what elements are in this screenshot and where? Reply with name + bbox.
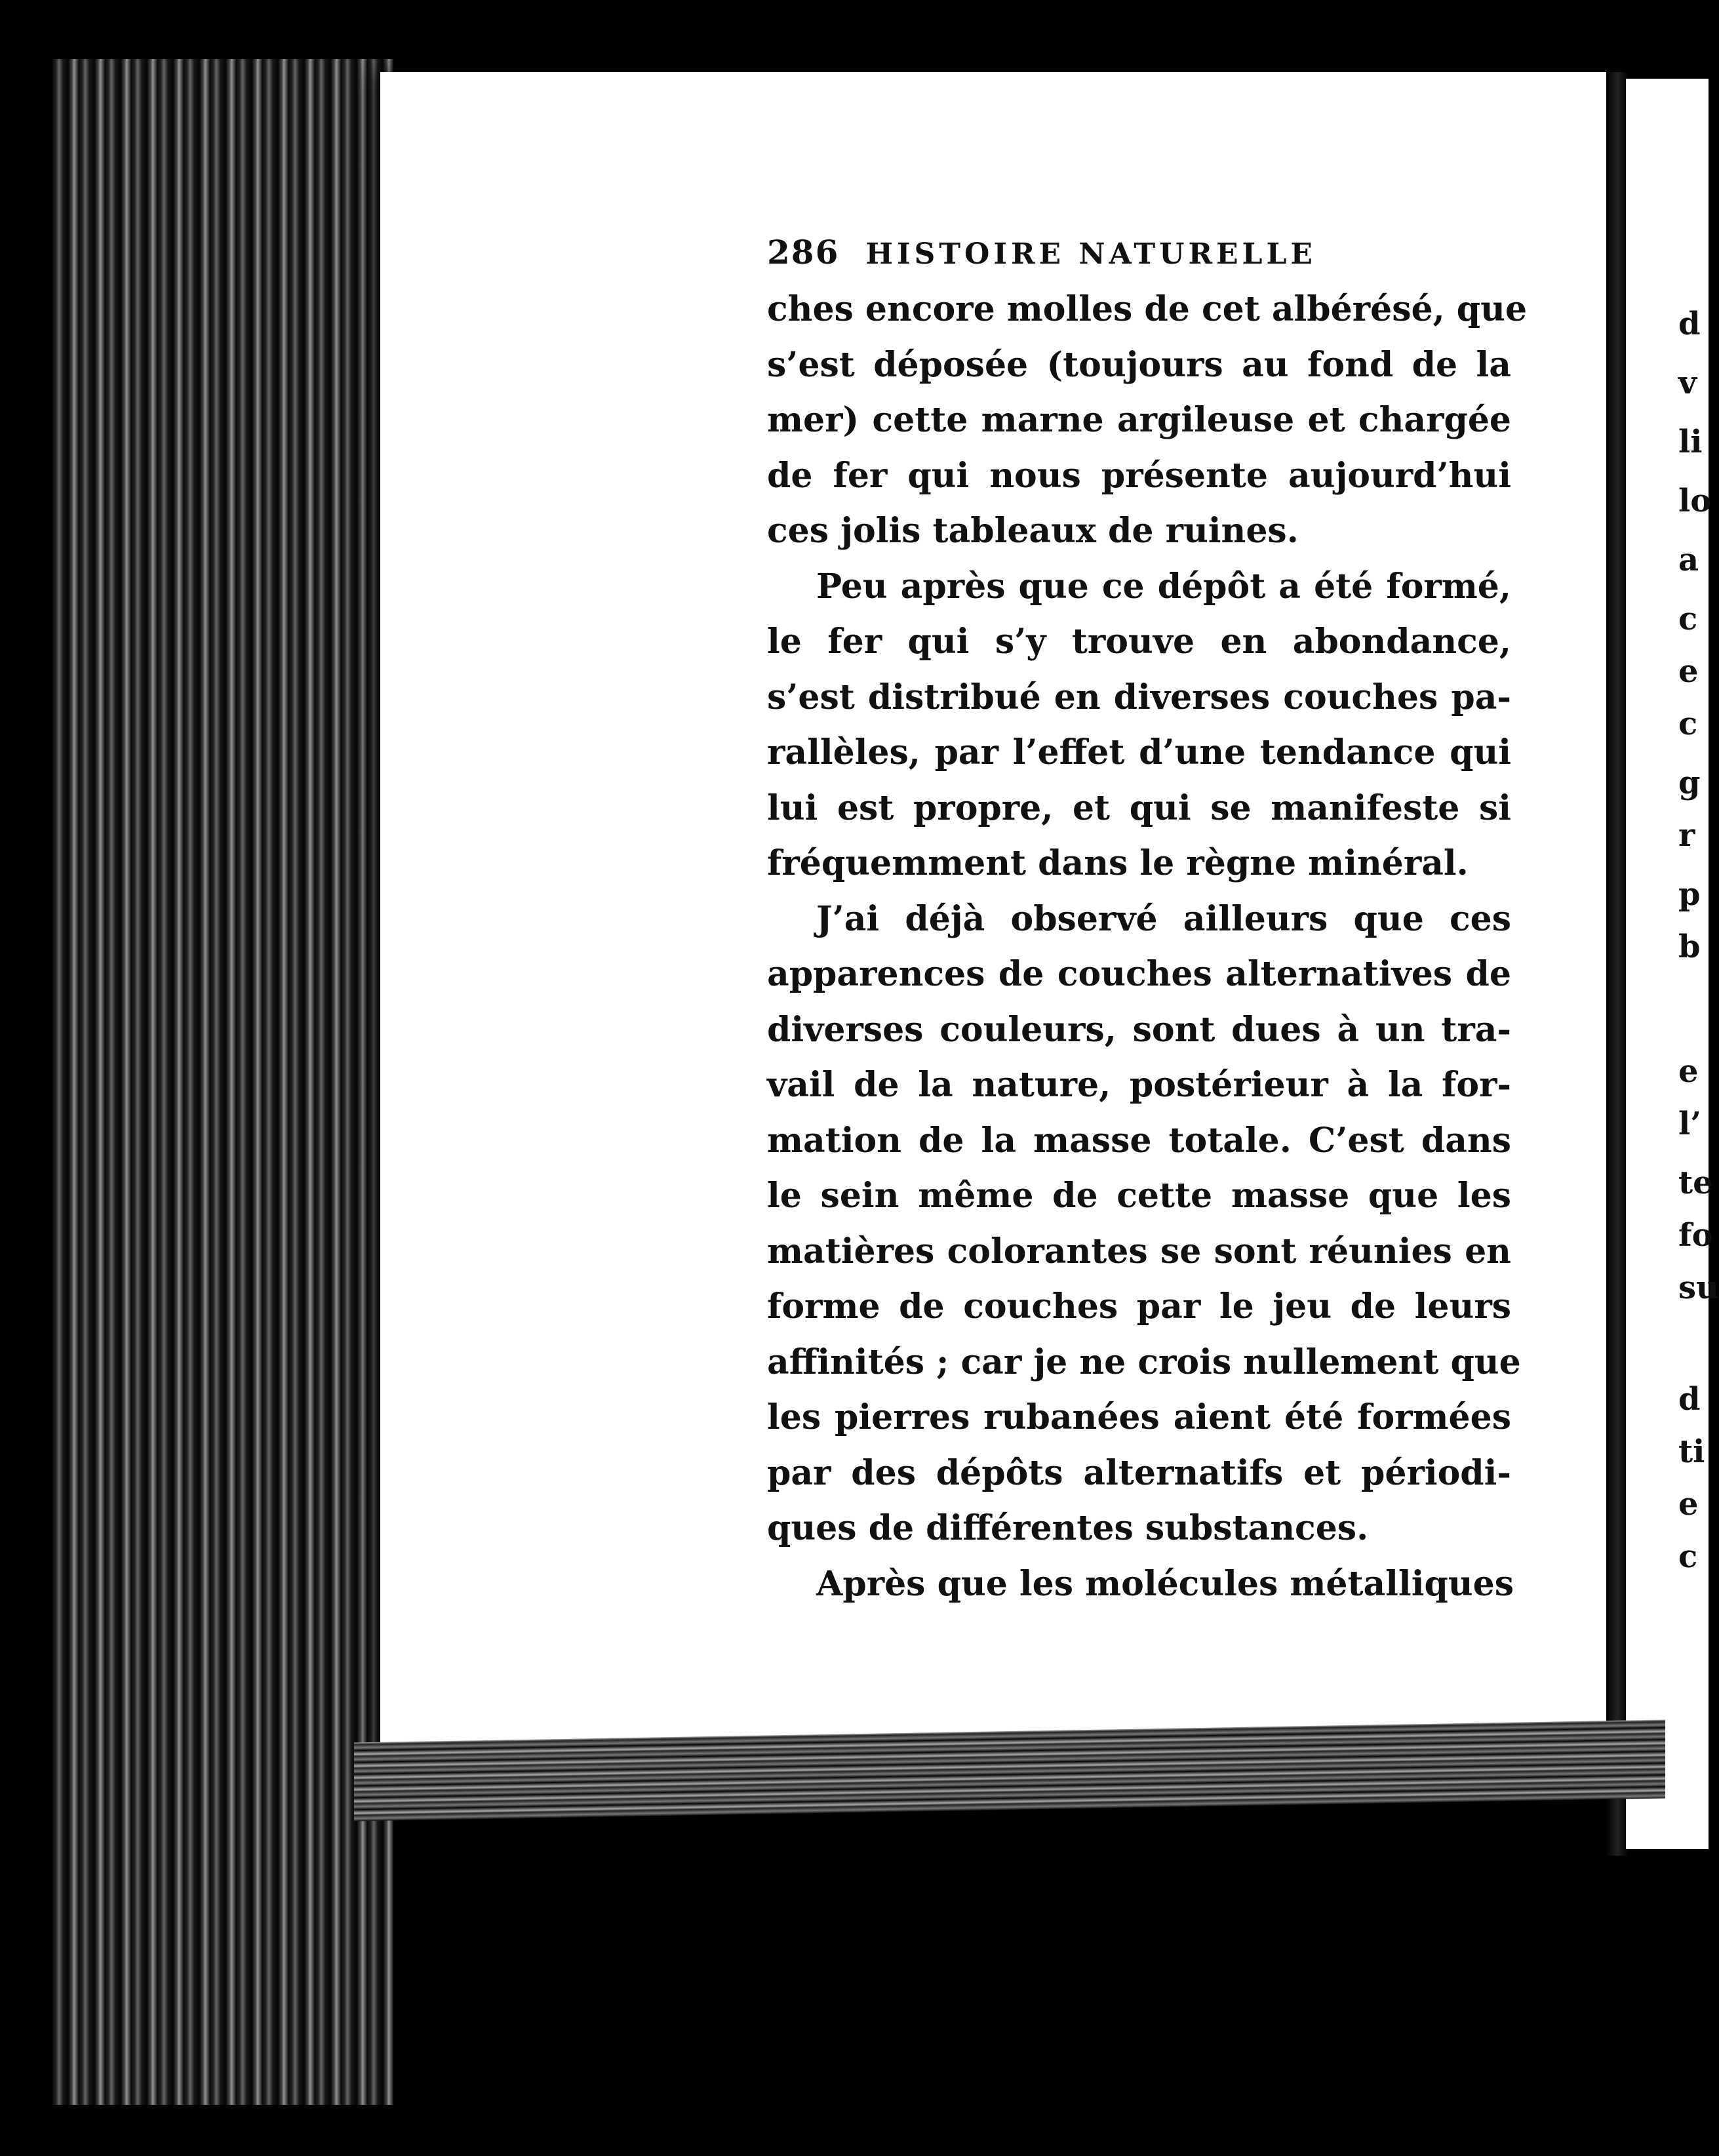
text-line: matières colorantes se sont réunies en <box>767 1231 1511 1271</box>
text-line: mer) cette marne argileuse et chargée <box>767 400 1511 440</box>
facing-page-fragment: e <box>1678 653 1699 690</box>
facing-page-fragment: l’ <box>1678 1106 1701 1142</box>
facing-page-fragment: te <box>1678 1165 1713 1201</box>
text-line: lui est propre, et qui se manifeste si <box>767 788 1511 828</box>
text-line: s’est distribué en diverses couches pa- <box>767 677 1511 717</box>
facing-page-fragment: d <box>1678 306 1701 342</box>
facing-page-fragment: li <box>1678 424 1703 460</box>
text-line: les pierres rubanées aient été formées <box>767 1397 1511 1437</box>
facing-page-fragment: lo <box>1678 483 1712 519</box>
page-text-block <box>767 233 1528 1612</box>
book-fore-edge <box>52 59 393 2105</box>
text-line: ces jolis tableaux de ruines. <box>767 511 1299 551</box>
facing-page-fragment: e <box>1678 1053 1699 1090</box>
text-line: mation de la masse totale. C’est dans <box>767 1120 1511 1161</box>
facing-page-fragment: p <box>1678 876 1701 913</box>
facing-page-fragment: fo <box>1678 1217 1713 1254</box>
facing-page-fragment: c <box>1678 601 1698 637</box>
text-line: forme de couches par le jeu de leurs <box>767 1287 1511 1327</box>
text-line: rallèles, par l’effet d’une tendance qui <box>767 732 1511 772</box>
text-line: de fer qui nous présente aujourd’hui <box>767 455 1511 496</box>
paragraph-start-line: Après que les molécules métalliques <box>816 1563 1514 1604</box>
text-line: ques de différentes substances. <box>767 1508 1369 1548</box>
paragraph-start-line: Peu après que ce dépôt a été formé, <box>816 566 1511 607</box>
text-line: affinités ; car je ne crois nullement que <box>767 1342 1521 1382</box>
facing-page-fragment: g <box>1678 765 1701 801</box>
facing-page-fragment: c <box>1678 1538 1698 1575</box>
facing-page-fragment: v <box>1678 365 1697 401</box>
facing-page-fragment: e <box>1678 1486 1699 1523</box>
text-line: le sein même de cette masse que les <box>767 1176 1511 1216</box>
page-number: 286 <box>767 233 840 271</box>
running-header <box>767 233 1511 279</box>
facing-page-fragment: d <box>1678 1381 1701 1418</box>
facing-page-fragment: ti <box>1678 1433 1705 1470</box>
facing-page-fragment: r <box>1678 817 1695 854</box>
book-gutter <box>1606 72 1629 1856</box>
text-line: diverses couleurs, sont dues à un tra- <box>767 1009 1511 1050</box>
text-line: le fer qui s’y trouve en abondance, <box>767 622 1511 662</box>
text-line: fréquemment dans le règne minéral. <box>767 843 1469 883</box>
paragraph-start-line: J’ai déjà observé ailleurs que ces <box>816 898 1511 939</box>
text-line: s’est déposée (toujours au fond de la <box>767 344 1511 385</box>
facing-page-fragment: c <box>1678 706 1698 742</box>
text-line: par des dépôts alternatifs et périodi- <box>767 1452 1511 1493</box>
text-line: vail de la nature, postérieur à la for- <box>767 1065 1511 1105</box>
facing-page-fragment: a <box>1678 542 1699 578</box>
facing-page-fragment: su <box>1678 1269 1719 1306</box>
facing-page-fragment: b <box>1678 928 1701 965</box>
text-line: ches encore molles de cet albérésé, que <box>767 289 1528 329</box>
text-line: apparences de couches alternatives de <box>767 954 1511 994</box>
running-title: HISTOIRE NATURELLE <box>865 237 1316 271</box>
